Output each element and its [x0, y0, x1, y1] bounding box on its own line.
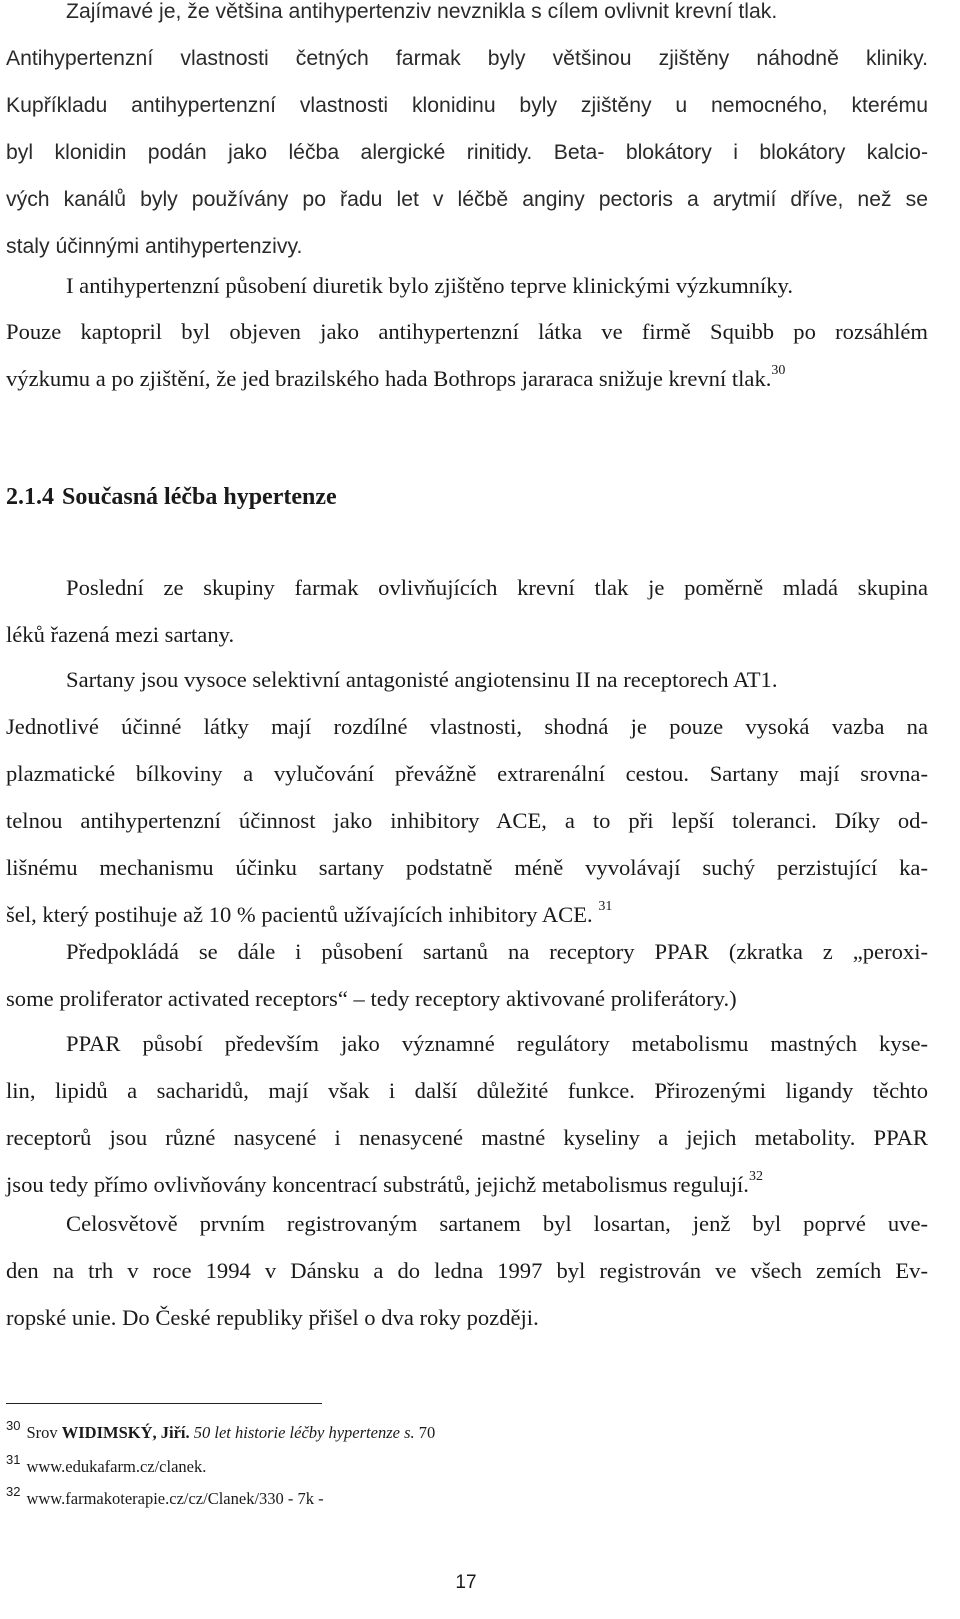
footnote-mark: 30	[6, 1418, 21, 1433]
footnote-mark: 31	[6, 1452, 21, 1467]
text-line: Sartany jsou vysoce selektivní antagonisté angiotensinu II na receptorech AT1.	[66, 667, 778, 692]
text-line: Antihypertenzní vlastnosti četných farmak byly většinou zjištěny náhodně kliniky.	[6, 47, 928, 70]
text-line: Jednotlivé účinné látky mají rozdílné vlastnosti, shodná je pouze vysoká vazba na	[6, 714, 928, 739]
paragraph-losartan	[6, 1200, 928, 1341]
text-line: I antihypertenzní působení diuretik bylo zjištěno teprve klinickými výzkumníky.	[66, 273, 794, 298]
paragraph-diuretics	[6, 262, 928, 309]
section-title: Současná léčba hypertenze	[62, 484, 337, 510]
text-fragment: šel, který postihuje až 10 % pacientů užívajících inhibitory ACE.	[6, 902, 593, 927]
text-line: byl klonidin podán jako léčba alergické rinitidy. Beta- blokátory i blokátory kalcio-	[6, 141, 928, 164]
text-fragment: jsou tedy přímo ovlivňovány koncentrací substrátů, jejichž metabolismus regulují.	[6, 1172, 749, 1197]
section-heading	[6, 484, 337, 511]
paragraph-antihypertensives-origin	[6, 0, 928, 270]
section-number: 2.1.4	[6, 484, 54, 510]
footnote-reference: 30	[771, 363, 786, 378]
text-line: Zajímavé je, že většina antihypertenziv nevznikla s cílem ovlivnit krevní tlak.	[66, 0, 778, 23]
text-line: plazmatické bílkoviny a vylučování převážně extrarenální cestou. Sartany mají srovna-	[6, 761, 928, 786]
footnote-31	[6, 1452, 206, 1477]
footnote-title: 50 let historie léčby hypertenze s.	[189, 1423, 415, 1442]
footnote-author: WIDIMSKÝ, Jiří.	[61, 1423, 190, 1442]
text-line: Celosvětově prvním registrovaným sartanem byl losartan, jenž byl poprvé uve-	[66, 1211, 928, 1236]
footnote-reference: 32	[748, 1169, 763, 1184]
text-line: vých kanálů byly používány po řadu let v léčbě anginy pectoris a arytmií dříve, než se	[6, 188, 928, 211]
text-line: lin, lipidů a sacharidů, mají však i další důležité funkce. Přirozenými ligandy těchto	[6, 1078, 928, 1103]
paragraph-sartans-properties	[6, 656, 928, 938]
text-fragment: výzkumu a po zjištění, že jed brazilského hada Bothrops jararaca snižuje krevní tlak.	[6, 366, 772, 391]
text-line: some proliferator activated receptors“ – tedy receptory aktivované proliferátory.)	[6, 986, 737, 1011]
text-line: Poslední ze skupiny farmak ovlivňujících krevní tlak je poměrně mladá skupina	[66, 575, 928, 600]
text-line: Předpokládá se dále i působení sartanů na receptory PPAR (zkratka z „peroxi-	[66, 939, 928, 964]
text-line: léků řazená mezi sartany.	[6, 622, 235, 647]
paragraph-ppar-receptors	[6, 928, 928, 1022]
text-line: receptorů jsou různé nasycené i nenasycené mastné kyseliny a jejich metabolity. PPAR	[6, 1125, 928, 1150]
footnote-mark: 32	[6, 1484, 21, 1499]
footnote-reference: 31	[598, 899, 613, 914]
footnote-link[interactable]: www.edukafarm.cz/clanek.	[26, 1457, 207, 1476]
paragraph-kaptopril	[6, 308, 928, 402]
text-line	[6, 355, 928, 402]
footnote-prefix: Srov	[26, 1423, 62, 1442]
text-line: den na trh v roce 1994 v Dánsku a do ledna 1997 byl registrován ve všech zemích Ev-	[6, 1258, 928, 1283]
paragraph-ppar-function	[6, 1020, 928, 1208]
page-number: 17	[455, 1572, 477, 1593]
paragraph-sartans-intro	[6, 564, 928, 658]
text-line: ropské unie. Do České republiky přišel o dva roky později.	[6, 1305, 539, 1330]
footnote-32	[6, 1484, 324, 1509]
text-line: staly účinnými antihypertenzivy.	[6, 235, 303, 258]
text-line: PPAR působí především jako významné regulátory metabolismu mastných kyse-	[66, 1031, 928, 1056]
text-line: Kupříkladu antihypertenzní vlastnosti klonidinu byly zjištěny u nemocného, kterému	[6, 94, 928, 117]
footnote-30	[6, 1418, 435, 1443]
footnote-separator	[6, 1403, 322, 1404]
footnote-link[interactable]: www.farmakoterapie.cz/cz/Clanek/330 - 7k -	[26, 1489, 324, 1508]
text-line: Pouze kaptopril byl objeven jako antihypertenzní látka ve firmě Squibb po rozsáhlém	[6, 319, 928, 344]
text-line: lišnému mechanismu účinku sartany podstatně méně vyvolávají suchý perzistující ka-	[6, 855, 928, 880]
footnote-page: 70	[414, 1423, 436, 1442]
text-line: telnou antihypertenzní účinnost jako inhibitory ACE, a to při lepší toleranci. Díky od-	[6, 808, 928, 833]
